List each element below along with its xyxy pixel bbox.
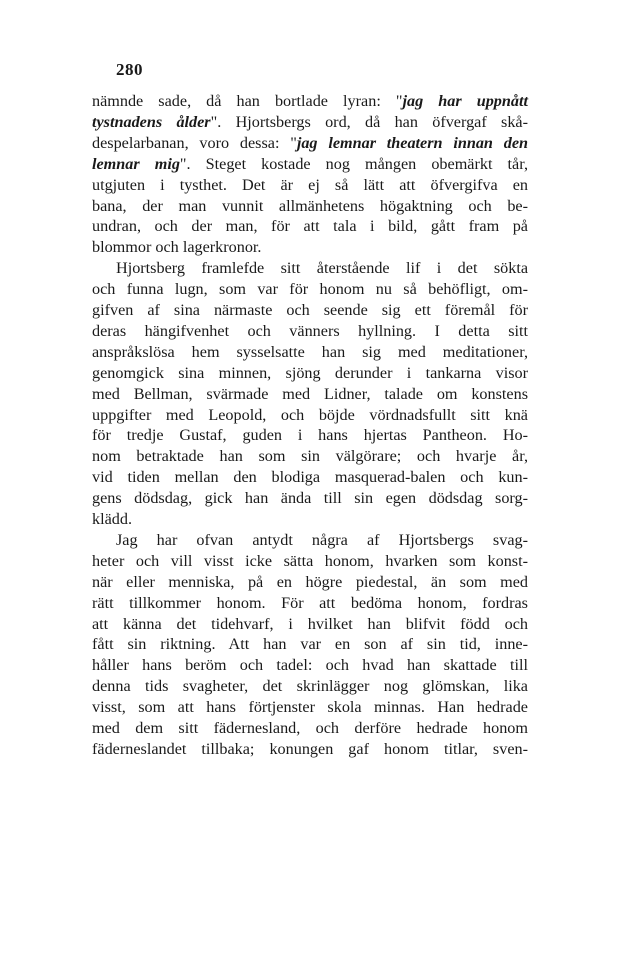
text-line: [92, 655, 528, 675]
text-segment: visst, som att hans förtjenster skola minnas. Han hedrade: [92, 698, 528, 717]
text-segment: blommor och lagerkronor.: [92, 238, 262, 257]
text-segment: denna tids svagheter, det skrinlägger nog glömskan, lika: [92, 677, 528, 696]
text-segment: despelarbanan, voro dessa: ": [92, 133, 297, 152]
text-line: [92, 593, 528, 613]
text-segment: klädd.: [92, 510, 133, 528]
page-number: 280: [116, 60, 143, 79]
text-line: [92, 216, 528, 236]
text-line: [92, 488, 528, 508]
emphasized-text: jag har uppnått: [402, 92, 528, 110]
text-line: [92, 342, 528, 362]
text-line: [92, 551, 528, 571]
text-line: [92, 614, 528, 634]
emphasized-text: jag lemnar theatern innan den: [296, 133, 529, 152]
text-line: [92, 175, 528, 195]
text-line: [92, 425, 528, 445]
text-segment: bana, der man vunnit allmänhetens högaktning och be-: [92, 196, 528, 215]
text-line: [116, 258, 528, 278]
text-segment: heter och vill visst icke sätta honom, hvarken som konst-: [92, 551, 528, 570]
text-line: [92, 279, 528, 299]
text-line: [92, 196, 528, 216]
text-segment: anspråkslösa hem sysselsatte han sig med meditationer,: [92, 342, 528, 361]
text-segment: genomgick sina minnen, sjöng derunder i tankarna visor: [92, 363, 528, 382]
text-segment: fått sin riktning. Att han var en son af sin tid, inne-: [92, 635, 528, 654]
text-segment: med dem sitt fädernesland, och derföre hedrade honom: [92, 719, 528, 737]
text-segment: utgjuten i tysthet. Det är ej så lätt att öfvergifva en: [92, 175, 528, 194]
text-line: [92, 384, 528, 404]
text-segment: håller hans beröm och tadel: och hvad han skattade till: [92, 656, 528, 675]
text-line: [92, 405, 528, 425]
text-line: [92, 509, 528, 529]
text-segment: fäderneslandet tillbaka; konungen gaf honom titlar, sven-: [92, 739, 528, 758]
text-segment: rätt tillkommer honom. För att bedöma honom, fordras: [92, 593, 528, 612]
text-segment: nom betraktade han som sin välgörare; och hvarje år,: [92, 447, 528, 466]
text-line: [92, 676, 528, 696]
text-segment: att känna det tidehvarf, i hvilket han blifvit född och: [92, 614, 528, 633]
text-segment: gifven af sina närmaste och seende sig ett föremål för: [92, 301, 528, 319]
emphasized-text: lemnar mig: [92, 154, 180, 173]
text-line: [92, 237, 528, 257]
text-line: [92, 154, 528, 174]
text-line: [116, 530, 528, 550]
emphasized-text: tystnadens ålder: [92, 112, 211, 131]
text-line: [92, 363, 528, 383]
text-line: [92, 112, 528, 132]
text-segment: undran, och der man, för att tala i bild, gått fram på: [92, 217, 528, 236]
text-segment: deras hängifvenhet och vänners hyllning. I detta sitt: [92, 321, 528, 340]
text-segment: ". Steget kostade nog mången obemärkt tår,: [179, 154, 528, 173]
text-segment: gens dödsdag, gick han ända till sin egen dödsdag sorg-: [92, 489, 528, 508]
text-segment: för tredje Gustaf, guden i hans hjertas Pantheon. Ho-: [92, 426, 528, 445]
text-line: [92, 467, 528, 487]
text-line: [92, 300, 528, 320]
text-segment: och funna lugn, som var för honom nu så behöfligt, om-: [92, 280, 528, 299]
text-line: [92, 133, 528, 153]
text-line: [92, 321, 528, 341]
text-line: [92, 91, 528, 111]
text-line: [92, 446, 528, 466]
text-line: [92, 718, 528, 738]
text-segment: vid tiden mellan den blodiga masquerad-balen och kun-: [92, 468, 528, 487]
text-line: [92, 572, 528, 592]
text-line: [92, 697, 528, 717]
text-segment: Jag har ofvan antydt några af Hjortsbergs svag-: [116, 530, 528, 549]
text-segment: uppgifter med Leopold, och böjde vördnadsfullt sitt knä: [92, 405, 528, 424]
text-line: [92, 634, 528, 654]
text-segment: när eller menniska, på en högre piedestal, än som med: [92, 572, 528, 591]
text-segment: med Bellman, svärmade med Lidner, talade om konstens: [92, 384, 528, 403]
text-line: [92, 739, 528, 759]
text-segment: nämnde sade, då han bortlade lyran: ": [92, 92, 403, 110]
text-segment: Hjortsberg framlefde sitt återstående lif i det sökta: [116, 259, 528, 278]
text-segment: ". Hjortsbergs ord, då han öfvergaf skå-: [210, 112, 529, 131]
